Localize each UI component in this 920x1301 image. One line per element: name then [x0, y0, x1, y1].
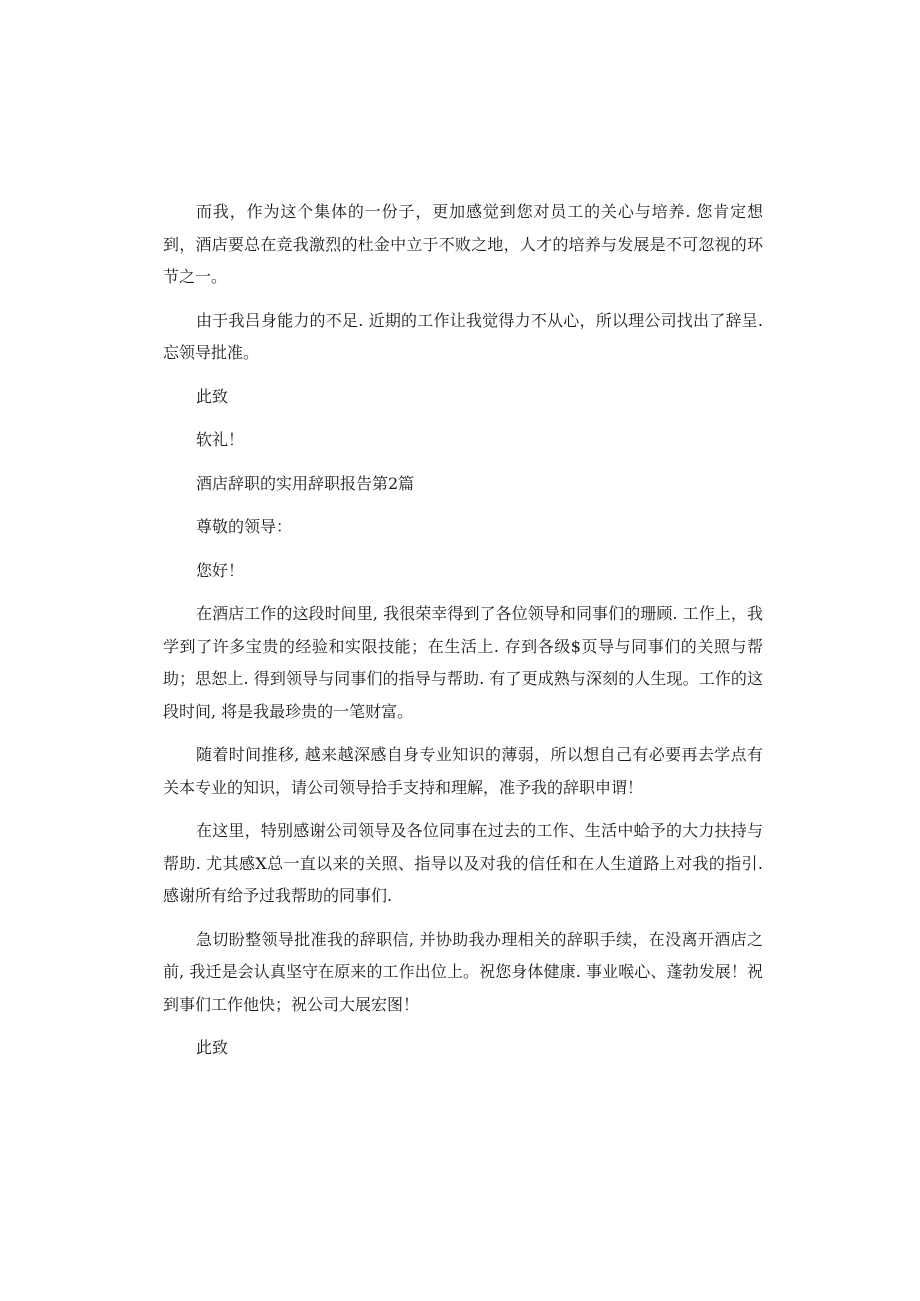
- paragraph-request-approval: 急切盼整领导批准我的辞职信, 并协助我办理相关的辞职手续，在没离开酒店之前, 我迁是会认真坚守在原来的工作出位上。祝您身体健康. 事业喉心、蓬勃发展！祝到事们工作他快；祝公司大展宏图！: [163, 929, 763, 1014]
- closing-salutation: 此致: [196, 386, 229, 406]
- paragraph-thanks: 在这里，特别感谢公司领导及各位同事在过去的工作、生活中蛤予的大力扶持与帮助. 尤其感X总一直以来的关照、指导以及对我的信任和在人生道路上对我的指引. 感谢所有给予过我帮助的同事们.: [163, 821, 763, 905]
- paragraph-resignation-reason: 由于我吕身能力的不足. 近期的工作让我觉得力不从心，所以理公司找出了辞呈. 忘领导批准。: [163, 310, 763, 362]
- paragraph-gratitude: 而我，作为这个集体的一份子，更加感觉到您对员工的关心与培养. 您肯定想到，酒店要总在竞我激烈的杜金中立于不败之地，人才的培养与发展是不可忽视的环节之一。: [163, 202, 763, 286]
- paragraph-further-study: 随着时间推移, 越来越深感自身专业知识的薄弱，所以想自己有必要再去学点有关本专业的知识，请公司领导拾手支持和理解，准予我的辞职申谓！: [163, 745, 763, 797]
- closing-salutation-2: 此致: [196, 1038, 229, 1057]
- paragraph-experience: 在酒店工作的这段时间里, 我很荣幸得到了各位领导和同事们的珊顾. 工作上，我学到了许多宝贵的经验和实限技能；在生活上. 存到各级$页导与同事们的关照与帮助；思恕上. 得到领导与同事们的指导与帮助. 有了更成熟与深刻的人生现。工作的这段时间, 将是我最珍贵的一笔财富。: [163, 604, 763, 721]
- greeting-addressee: 尊敬的领导：: [196, 517, 293, 536]
- greeting-hello: 您好！: [196, 560, 245, 580]
- letter-body: [163, 196, 763, 1065]
- section-title: 酒店辞职的实用辞职报告第2篇: [196, 473, 415, 493]
- closing-regards: 软礼！: [196, 430, 245, 449]
